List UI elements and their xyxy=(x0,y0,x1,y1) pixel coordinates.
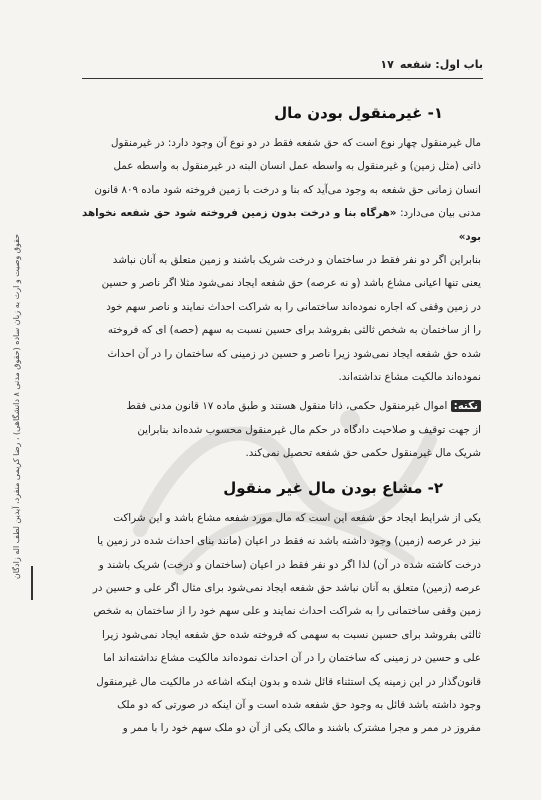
paragraph-line: مال غیرمنقول چهار نوع است که حق شفعه فقط در دو نوع آن وجود دارد: در غیرمنقول xyxy=(110,137,481,149)
paragraph-line: را از ساختمان به شخص ثالثی بفروشد برای حسین نسبت به سهم (حصه) ای که فروخته xyxy=(107,324,481,337)
paragraph-line: قانون‌گذار در این زمینه یک استثناء قائل شده و بدون اینکه اشاعه در مالکیت مال غیرمنقول xyxy=(96,675,481,688)
paragraph-line: وجود داشته باشد قائل به وجود حق شفعه شده است و آن اینکه در صورتی که دو ملک xyxy=(117,698,481,711)
paragraph-line: یعنی تنها اعیانی مشاع باشد (و نه عرصه) حق شفعه ایجاد نمی‌شود مثلا اگر ناصر و حسین xyxy=(101,277,481,290)
law-quote: «هرگاه بنا و درخت بدون زمین فروخته شود حق شفعه نخواهد بود» xyxy=(82,207,481,243)
running-header xyxy=(82,54,483,74)
paragraph-line: نیز در عرصه (زمین) وجود داشته باشد نه فقط در اعیان (مانند بنای احداث شده در زمین یا xyxy=(97,535,481,548)
paragraph-line: نموده‌اند مالکیت مشاع نداشته‌اند. xyxy=(338,371,481,384)
note-line: از جهت توقیف و صلاحیت دادگاه در حکم مال غیرمنقول محسوب شده‌اند بنابراین xyxy=(137,423,481,436)
page-body xyxy=(82,94,481,741)
paragraph-line: شده حق شفعه ایجاد نمی‌شود زیرا ناصر و حسین در زمینی که ساختمان را در آن احداث xyxy=(107,347,481,360)
page-number: ۱۷ xyxy=(380,57,394,71)
side-running-title xyxy=(6,212,28,600)
section-heading-immovable: ۱- غیرمنقول بودن مال xyxy=(274,104,443,122)
paragraph-line: مفروز در ممر و مجرا مشترک باشند و مالک یکی از آن دو ملک سهم خود را با ممر و xyxy=(122,722,481,735)
side-note-text: حقوق وصیت و ارث به زبان ساده (حقوق مدنی ۸ دانشگاهی) ، رضا کریمی منفرد، آیدین لطف اله زادگان xyxy=(12,233,22,579)
paragraph-line: ذاتی (مثل زمین) و غیرمنقول به واسطه عمل انسان البته در غیرمنقول به واسطه عمل xyxy=(113,160,481,173)
side-marker xyxy=(31,566,33,600)
paragraph-line xyxy=(82,202,481,249)
note-line: شریک مال غیرمنقول حکمی حق شفعه تحصیل نمی‌کند. xyxy=(245,447,481,460)
paragraph-line: عرصه (زمین) متعلق به آنان نباشد حق شفعه ایجاد نمی‌شود برای مثال اگر علی و حسین در xyxy=(92,581,481,594)
paragraph-line: درخت کاشته شده در آن) لذا اگر دو نفر فقط در اعیان (ساختمان و درخت) شریک باشند و xyxy=(98,558,481,571)
paragraph-line: انسان زمانی حق شفعه به وجود می‌آید که بنا و درخت با زمین فروخته شود ماده ۸۰۹ قانون xyxy=(94,183,481,196)
paragraph-line: بنابراین اگر دو نفر فقط در ساختمان و درخت شریک باشند و زمین متعلق به آنان نباشد xyxy=(112,254,481,267)
quote-intro: مدنی بیان می‌دارد: xyxy=(396,207,482,220)
note-text: اموال غیرمنقول حکمی، ذاتا منقول هستند و طبق ماده ۱۷ قانون مدنی فقط xyxy=(126,400,451,413)
note-label: نکته: xyxy=(451,400,481,412)
header-divider xyxy=(82,78,483,79)
paragraph-line: علی و حسین در زمینی که ساختمان را در آن احداث نموده‌اند مالکیت مشاع نداشته‌اند اما xyxy=(103,652,481,665)
section-heading-joint: ۲- مشاع بودن مال غیر منقول xyxy=(223,478,443,497)
paragraph-line: زمین وقفی ساختمانی را به شراکت احداث نمایند و علی سهم خود را از ساختمان به شخص xyxy=(93,605,481,618)
chapter-title: باب اول: شفعه xyxy=(399,57,483,71)
paragraph-line: ثالثی بفروشد برای حسین نسبت به سهمی که فروخته شده حق شفعه ایجاد نمی‌شود زیرا xyxy=(101,628,481,641)
paragraph-line: در زمین وقفی که اجاره نموده‌اند ساختمانی را به شراکت احداث نمایند و ناصر سهم خود xyxy=(106,300,481,313)
paragraph-line: یکی از شرایط ایجاد حق شفعه این است که مال مورد شفعه مشاع باشد و این شراکت xyxy=(113,511,481,524)
note-line xyxy=(82,395,481,418)
